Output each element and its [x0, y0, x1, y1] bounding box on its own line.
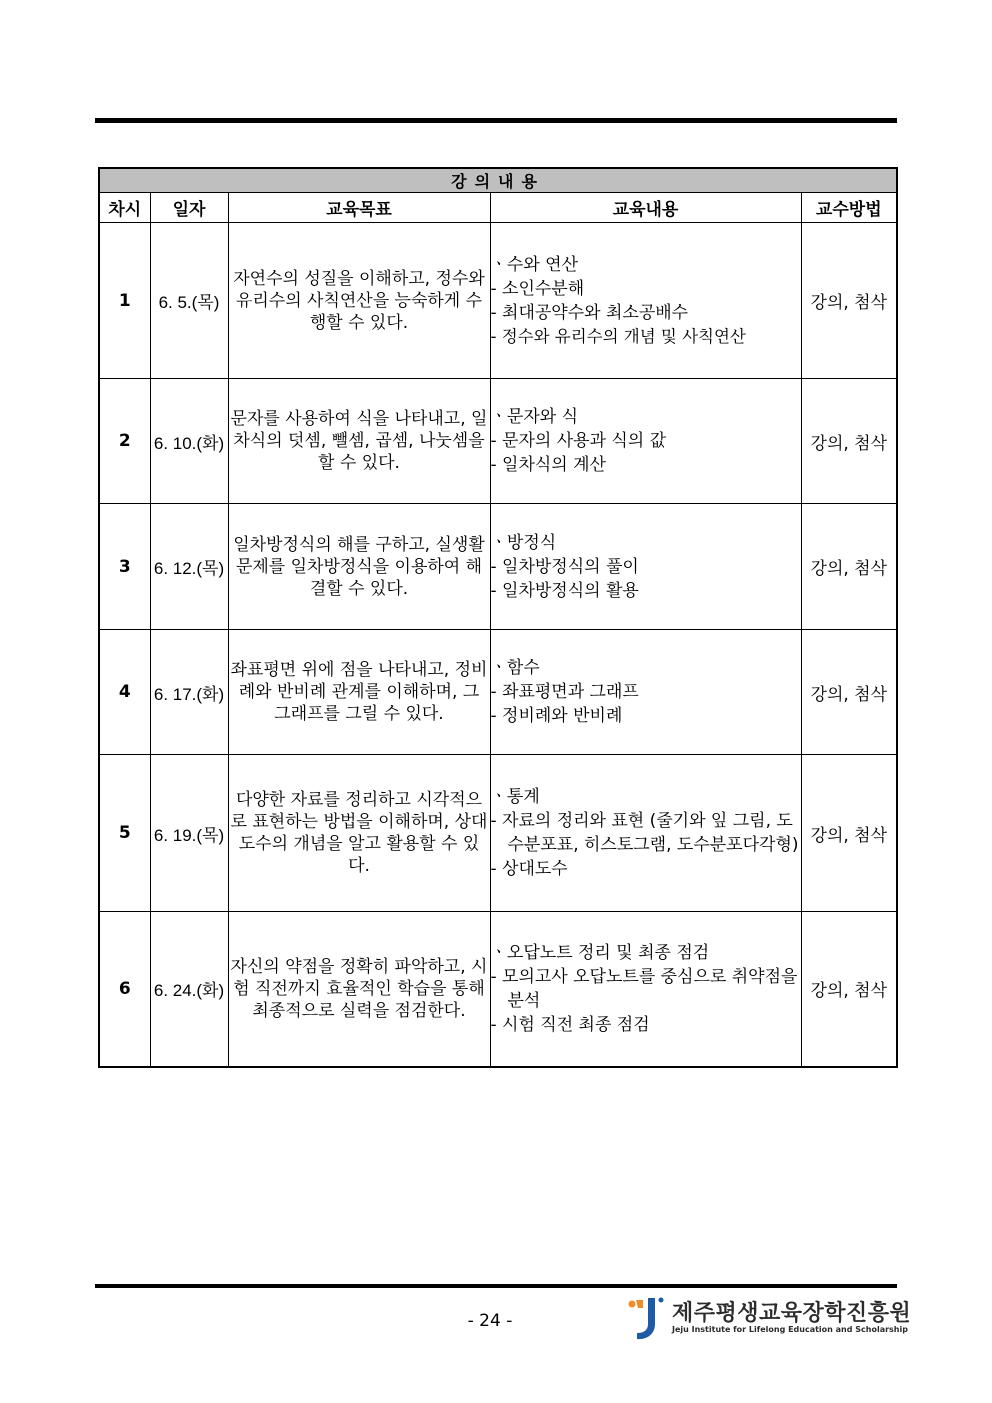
content-item: - 좌표평면과 그래프: [490, 682, 639, 702]
session-method: 강의, 첨삭: [801, 755, 897, 912]
content-item: - 일차방정식의 활용: [490, 580, 639, 601]
header-content: 교육내용: [490, 193, 801, 223]
session-number: 2: [99, 379, 150, 504]
session-number: 4: [99, 630, 150, 755]
org-name-en: Jeju Institute for Lifelong Education and Scholarship: [672, 1325, 908, 1334]
content-item: ㆍ오답노트 정리 및 최종 점검: [490, 942, 710, 963]
session-goal: 자연수의 성질을 이해하고, 정수와 유리수의 사칙연산을 능숙하게 수행할 수 있다.: [228, 223, 490, 379]
session-date: 6. 17.(화): [150, 630, 228, 755]
header-date: 일자: [150, 193, 228, 223]
session-number: 5: [99, 755, 150, 912]
content-item: - 상대도수: [490, 859, 568, 879]
session-content: [490, 630, 801, 755]
org-name: 제주평생교육장학진흥원: [672, 1301, 912, 1326]
lecture-table: [98, 167, 898, 1068]
page-number: - 24 -: [467, 1311, 513, 1331]
session-content: [490, 223, 801, 379]
table-row: [99, 379, 897, 504]
content-item: - 시험 직전 최종 점검: [490, 1014, 650, 1035]
session-goal: 일차방정식의 해를 구하고, 실생활 문제를 일차방정식을 이용하여 해결할 수 있다.: [228, 504, 490, 630]
header-goal: 교육목표: [228, 193, 490, 223]
content-item: ㆍ통계: [490, 787, 540, 807]
session-goal: 좌표평면 위에 점을 나타내고, 정비례와 반비례 관계를 이해하며, 그 그래프를 그릴 수 있다.: [228, 630, 490, 755]
table-row: [99, 912, 897, 1067]
session-method: 강의, 첨삭: [801, 912, 897, 1067]
org-logo-icon: [626, 1294, 666, 1342]
table-row: [99, 504, 897, 630]
session-method: 강의, 첨삭: [801, 504, 897, 630]
session-date: 6. 12.(목): [150, 504, 228, 630]
content-item: - 문자의 사용과 식의 값: [490, 431, 667, 451]
content-item: - 최대공약수와 최소공배수: [490, 302, 689, 323]
session-date: 6. 19.(목): [150, 755, 228, 912]
session-date: 6. 10.(화): [150, 379, 228, 504]
session-content: [490, 504, 801, 630]
table-title: 강의내용: [99, 168, 897, 193]
content-item: - 정수와 유리수의 개념 및 사칙연산: [490, 326, 746, 346]
content-item: - 정비례와 반비례: [490, 706, 623, 726]
table-header-row: [99, 193, 897, 223]
content-item: - 모의고사 오답노트를 중심으로 취약점을 분석: [490, 966, 798, 1011]
table-title-row: [99, 168, 897, 193]
content-item: - 자료의 정리와 표현 (줄기와 잎 그림, 도수분포표, 히스토그램, 도수분포다각형): [490, 811, 799, 855]
table-row: [99, 223, 897, 379]
content-item: - 소인수분해: [490, 278, 585, 299]
header-session: 차시: [99, 193, 150, 223]
session-goal: 문자를 사용하여 식을 나타내고, 일차식의 덧셈, 뺄셈, 곱셈, 나눗셈을 할 수 있다.: [228, 379, 490, 504]
content-item: ㆍ문자와 식: [490, 407, 579, 427]
session-method: 강의, 첨삭: [801, 630, 897, 755]
content-item: - 일차식의 계산: [490, 455, 606, 475]
header-method: 교수방법: [801, 193, 897, 223]
session-method: 강의, 첨삭: [801, 379, 897, 504]
session-method: 강의, 첨삭: [801, 223, 897, 379]
org-logo: [626, 1294, 912, 1342]
bottom-rule: [95, 1284, 897, 1288]
session-number: 3: [99, 504, 150, 630]
content-item: ㆍ수와 연산: [490, 254, 579, 275]
session-content: [490, 755, 801, 912]
top-rule: [95, 118, 897, 123]
content-item: ㆍ함수: [490, 658, 540, 678]
session-date: 6. 24.(화): [150, 912, 228, 1067]
content-item: ㆍ방정식: [490, 532, 557, 553]
session-date: 6. 5.(목): [150, 223, 228, 379]
session-goal: 다양한 자료를 정리하고 시각적으로 표현하는 방법을 이해하며, 상대도수의 개념을 알고 활용할 수 있다.: [228, 755, 490, 912]
session-number: 6: [99, 912, 150, 1067]
table-row: [99, 630, 897, 755]
content-item: - 일차방정식의 풀이: [490, 556, 639, 577]
session-number: 1: [99, 223, 150, 379]
table-row: [99, 755, 897, 912]
session-content: [490, 379, 801, 504]
session-goal: 자신의 약점을 정확히 파악하고, 시험 직전까지 효율적인 학습을 통해 최종적으로 실력을 점검한다.: [228, 912, 490, 1067]
session-content: [490, 912, 801, 1067]
